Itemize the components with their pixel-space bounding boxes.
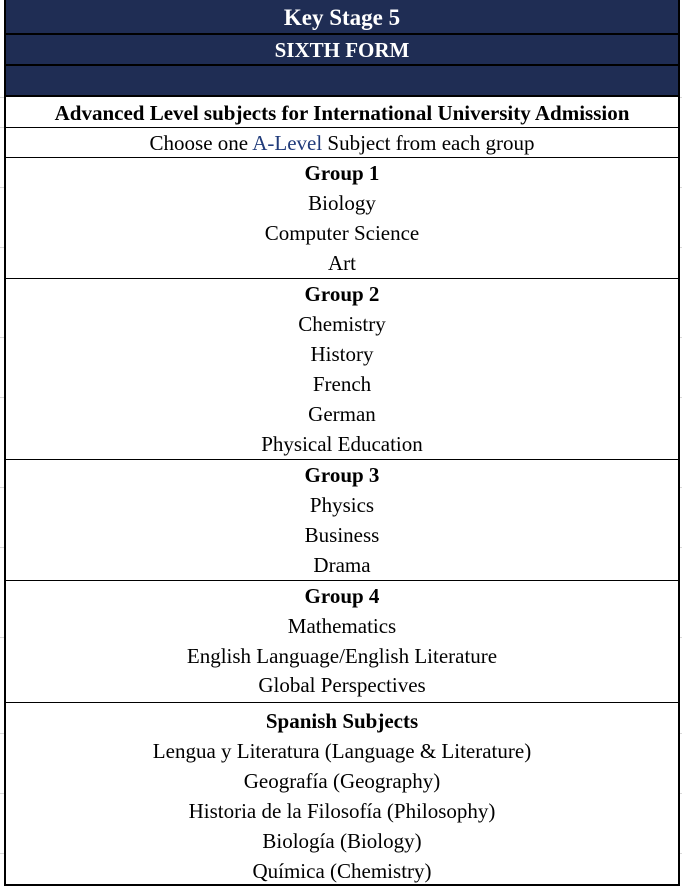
subject-item: History xyxy=(310,342,374,366)
group-2-block[interactable] xyxy=(4,279,678,460)
subject-item: Biology xyxy=(308,191,376,215)
subject-item: Business xyxy=(304,523,380,547)
subject-item: Lengua y Literatura (Language & Literature) xyxy=(152,739,532,763)
empty-header-cell[interactable] xyxy=(4,66,678,97)
subject-item: Computer Science xyxy=(264,221,420,245)
group-1-block[interactable] xyxy=(4,158,678,279)
subject-item: Geografía (Geography) xyxy=(243,769,441,793)
a-level-highlight: A-Level xyxy=(252,131,323,155)
instruction-cell[interactable] xyxy=(4,128,678,158)
subject-item: Global Perspectives xyxy=(258,673,426,697)
key-stage-title-cell[interactable] xyxy=(4,0,678,35)
subject-item: Química (Chemistry) xyxy=(252,859,432,883)
advanced-level-heading: Advanced Level subjects for International University Admission xyxy=(54,101,630,125)
key-stage-title: Key Stage 5 xyxy=(283,5,401,30)
subject-item: Biología (Biology) xyxy=(262,829,422,853)
advanced-level-heading-cell[interactable] xyxy=(4,97,678,128)
subject-item: Physics xyxy=(309,493,375,517)
group-heading: Group 1 xyxy=(304,161,380,185)
group-3-block[interactable] xyxy=(4,460,678,581)
group-heading: Group 4 xyxy=(304,584,380,608)
instruction-text-start: Choose one xyxy=(149,131,253,155)
group-heading: Spanish Subjects xyxy=(265,709,419,733)
subject-item: French xyxy=(312,372,372,396)
subject-item: Historia de la Filosofía (Philosophy) xyxy=(188,799,496,823)
subject-item: Physical Education xyxy=(261,432,423,456)
subject-item: German xyxy=(308,402,376,426)
subject-item: Drama xyxy=(313,553,371,577)
spanish-subjects-block[interactable] xyxy=(4,703,678,886)
subject-item: English Language/English Literature xyxy=(186,644,498,668)
group-heading: Group 2 xyxy=(304,282,380,306)
subject-item: Chemistry xyxy=(298,312,386,336)
sixth-form-cell[interactable] xyxy=(4,35,678,66)
subject-item: Art xyxy=(328,251,356,275)
subjects-table xyxy=(4,0,680,886)
subject-item: Mathematics xyxy=(287,614,397,638)
instruction-text-end: Subject from each group xyxy=(322,131,535,155)
group-heading: Group 3 xyxy=(304,463,380,487)
group-4-block[interactable] xyxy=(4,581,678,703)
sixth-form-subtitle: SIXTH FORM xyxy=(274,38,410,62)
